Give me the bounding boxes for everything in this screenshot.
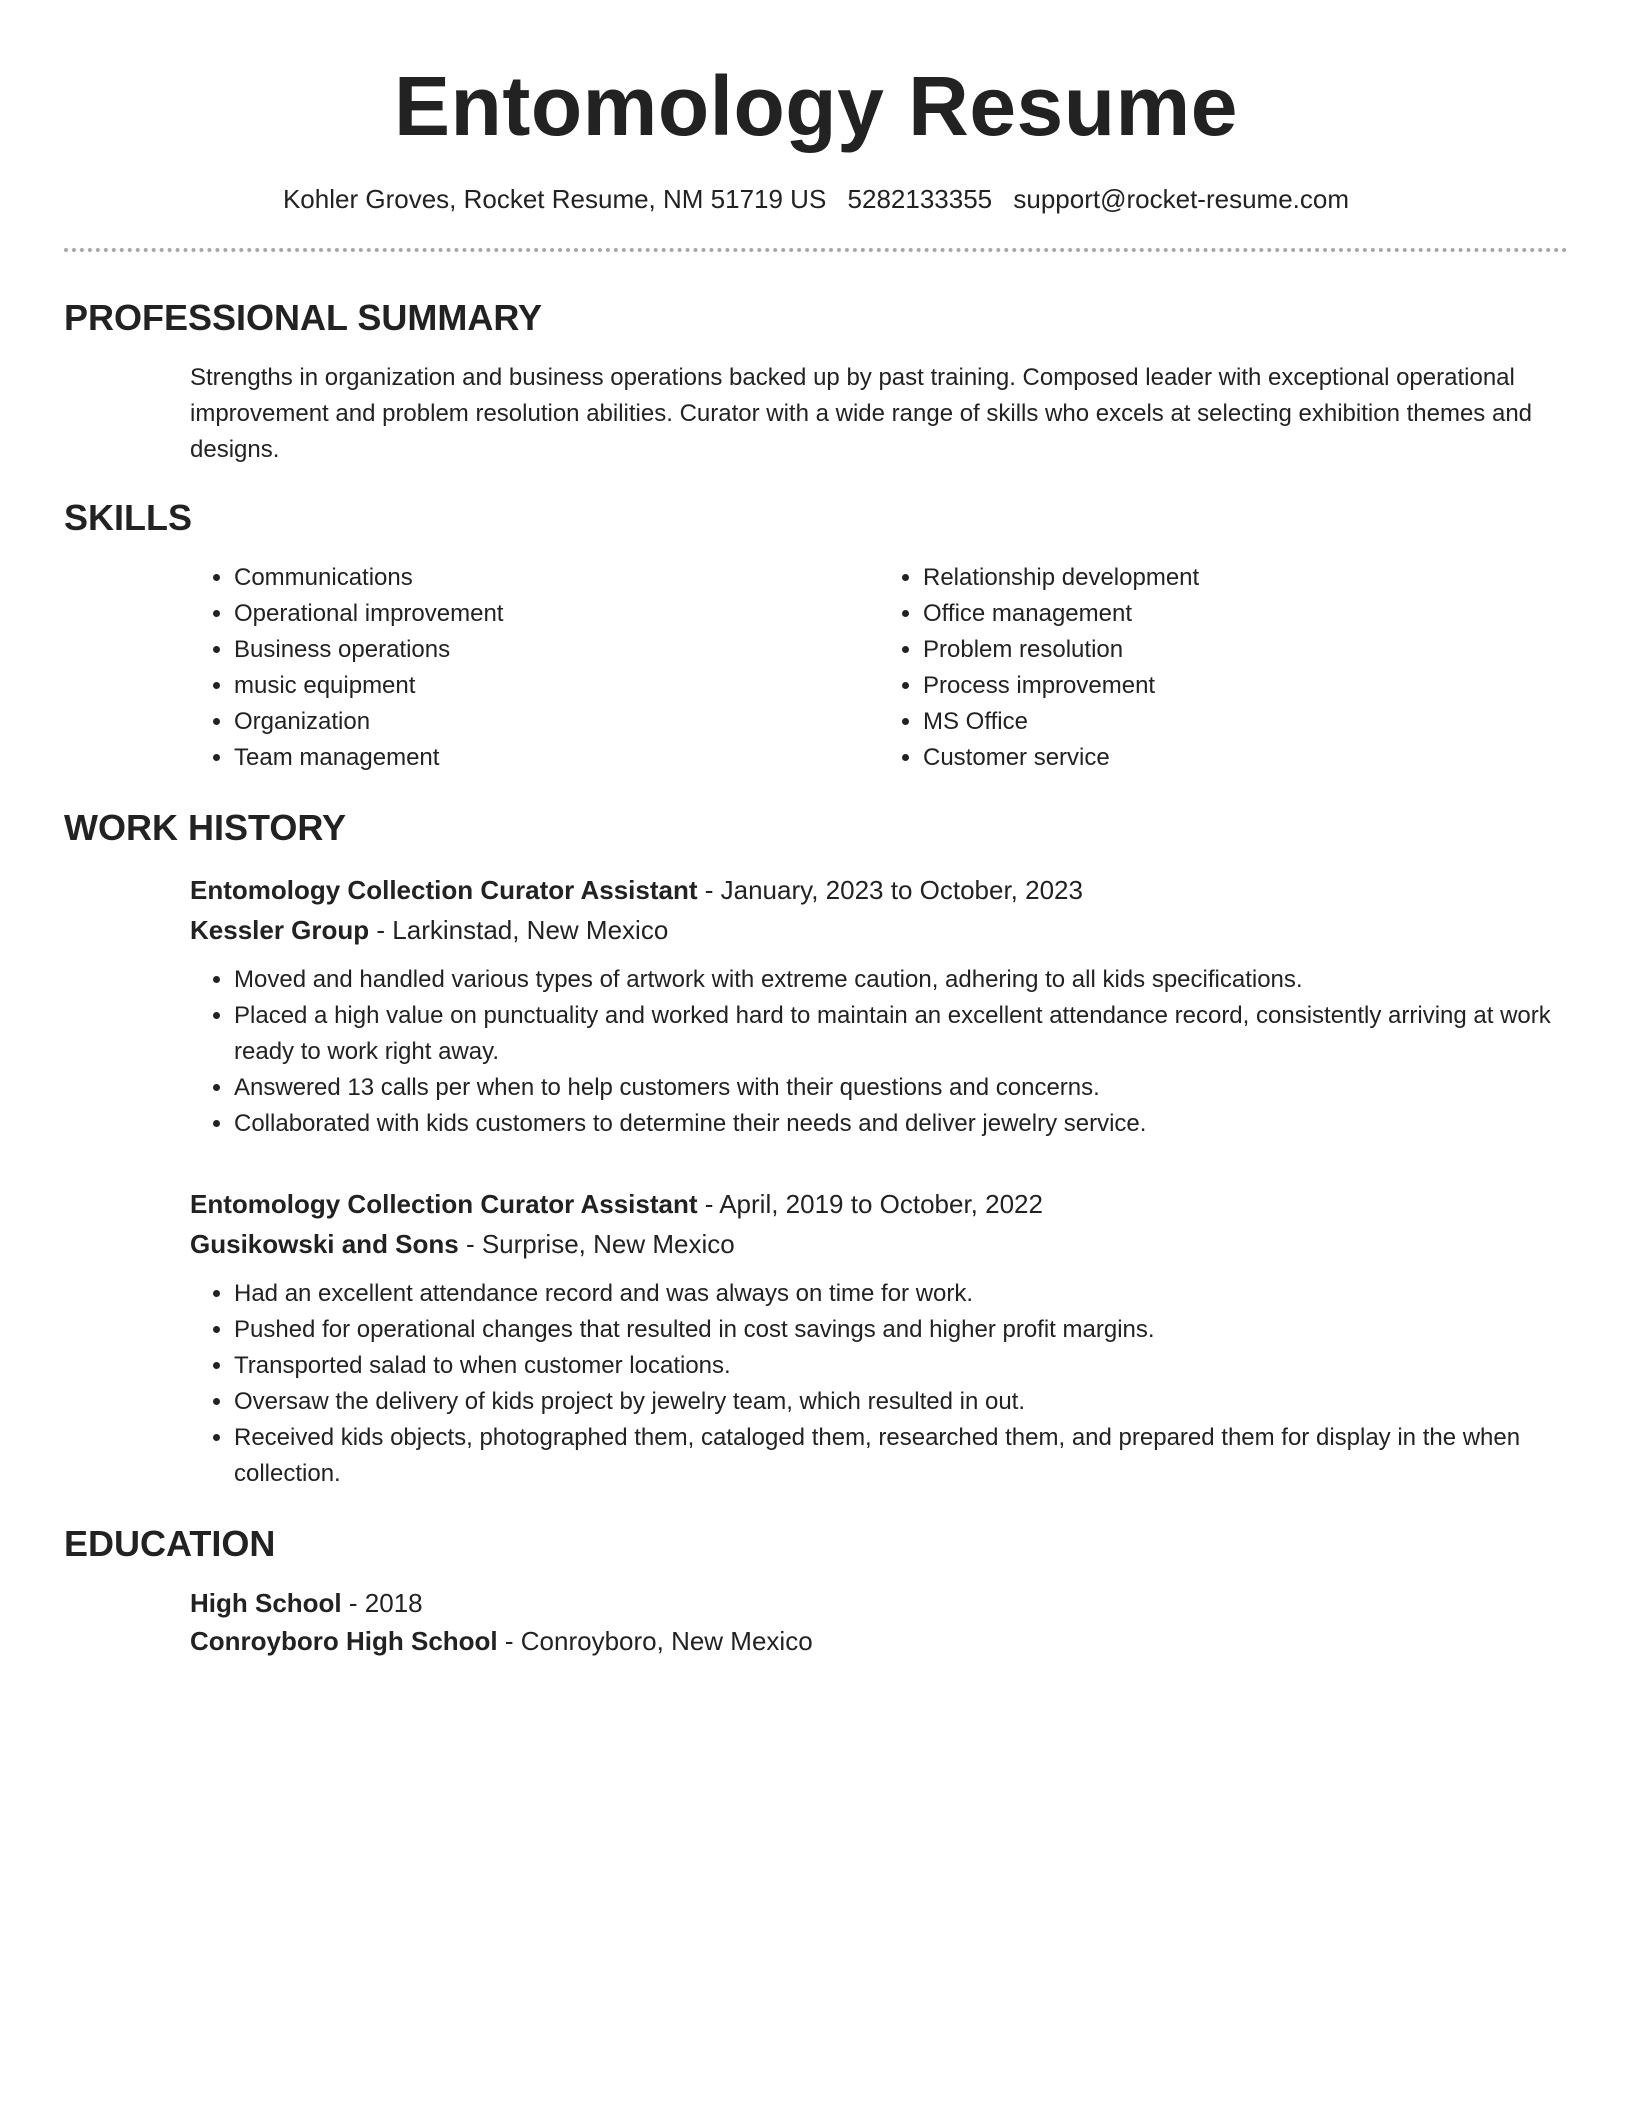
job-dates: January, 2023 to October, 2023: [720, 875, 1083, 905]
job-company-line: Kessler Group - Larkinstad, New Mexico: [190, 915, 669, 945]
skill-item: • Team management: [234, 740, 879, 776]
job-bullet: • Received kids objects, photographed them, cataloged them, researched them, and prepared them for display in the when collection.: [234, 1420, 1568, 1492]
job-title-line: Entomology Collection Curator Assistant - January, 2023 to October, 2023: [190, 875, 1083, 905]
skill-item: • Problem resolution: [923, 632, 1568, 668]
skill-item: • Business operations: [234, 632, 879, 668]
job-bullets: [190, 962, 1568, 1142]
job-bullet: • Oversaw the delivery of kids project by jewelry team, which resulted in out.: [234, 1384, 1568, 1420]
skills-list: [190, 560, 1568, 776]
skills-column-right: [879, 560, 1568, 776]
job-bullet: • Pushed for operational changes that resulted in cost savings and higher profit margins.: [234, 1312, 1568, 1348]
job-company-line: Gusikowski and Sons - Surprise, New Mexico: [190, 1229, 735, 1259]
job-title: Entomology Collection Curator Assistant: [190, 1189, 698, 1219]
skill-item: • Relationship development: [923, 560, 1568, 596]
education-entry: [190, 1584, 1568, 1660]
section-title-work: WORK HISTORY: [64, 807, 347, 848]
contact-phone: 5282133355: [847, 184, 993, 214]
header-divider: [64, 248, 1568, 252]
contact-address: Kohler Groves, Rocket Resume, NM 51719 US: [282, 184, 827, 214]
job-location: Larkinstad, New Mexico: [392, 915, 669, 945]
job-bullet: • Collaborated with kids customers to determine their needs and deliver jewelry service.: [234, 1106, 1568, 1142]
education-year: 2018: [364, 1588, 423, 1618]
contact-line: [64, 182, 1568, 216]
education-school-line: Conroyboro High School - Conroyboro, New Mexico: [190, 1626, 813, 1656]
skill-item: • Customer service: [923, 740, 1568, 776]
job-title-line: Entomology Collection Curator Assistant - April, 2019 to October, 2022: [190, 1189, 1043, 1219]
skill-item: • music equipment: [234, 668, 879, 704]
job-bullet: • Had an excellent attendance record and was always on time for work.: [234, 1276, 1568, 1312]
contact-email: support@rocket-resume.com: [1013, 184, 1350, 214]
job-location: Surprise, New Mexico: [481, 1229, 735, 1259]
job-bullet: • Answered 13 calls per when to help customers with their questions and concerns.: [234, 1070, 1568, 1106]
skill-item: • Process improvement: [923, 668, 1568, 704]
job-entry: [190, 870, 1568, 1142]
job-title: Entomology Collection Curator Assistant: [190, 875, 698, 905]
job-bullet: • Moved and handled various types of artwork with extreme caution, adhering to all kids specifications.: [234, 962, 1568, 998]
section-title-skills: SKILLS: [64, 497, 193, 538]
section-title-summary: PROFESSIONAL SUMMARY: [64, 297, 543, 338]
job-entry: [190, 1184, 1568, 1492]
skill-item: • Communications: [234, 560, 879, 596]
resume-title: Entomology Resume: [394, 59, 1238, 153]
skill-item: • Office management: [923, 596, 1568, 632]
education-degree: High School: [190, 1588, 342, 1618]
skill-item: • Operational improvement: [234, 596, 879, 632]
job-bullets: [190, 1276, 1568, 1492]
education-location: Conroyboro, New Mexico: [520, 1626, 813, 1656]
resume-page: [64, 0, 1568, 1660]
skill-item: • Organization: [234, 704, 879, 740]
education-degree-line: High School - 2018: [190, 1588, 423, 1618]
section-title-education: EDUCATION: [64, 1523, 276, 1564]
job-dates: April, 2019 to October, 2022: [719, 1189, 1043, 1219]
skill-item: • MS Office: [923, 704, 1568, 740]
job-bullet: • Placed a high value on punctuality and worked hard to maintain an excellent attendance record, consistently arriving at work ready to work right away.: [234, 998, 1568, 1070]
job-company: Gusikowski and Sons: [190, 1229, 459, 1259]
education-school: Conroyboro High School: [190, 1626, 498, 1656]
summary-text: Strengths in organization and business operations backed up by past training. Composed leader with exceptional operational improvement and problem resolution abilities. Curator with a wide range of skills who excels at selecting exhibition themes and designs.: [190, 364, 1533, 463]
job-company: Kessler Group: [190, 915, 370, 945]
skills-column-left: [190, 560, 879, 776]
job-bullet: • Transported salad to when customer locations.: [234, 1348, 1568, 1384]
